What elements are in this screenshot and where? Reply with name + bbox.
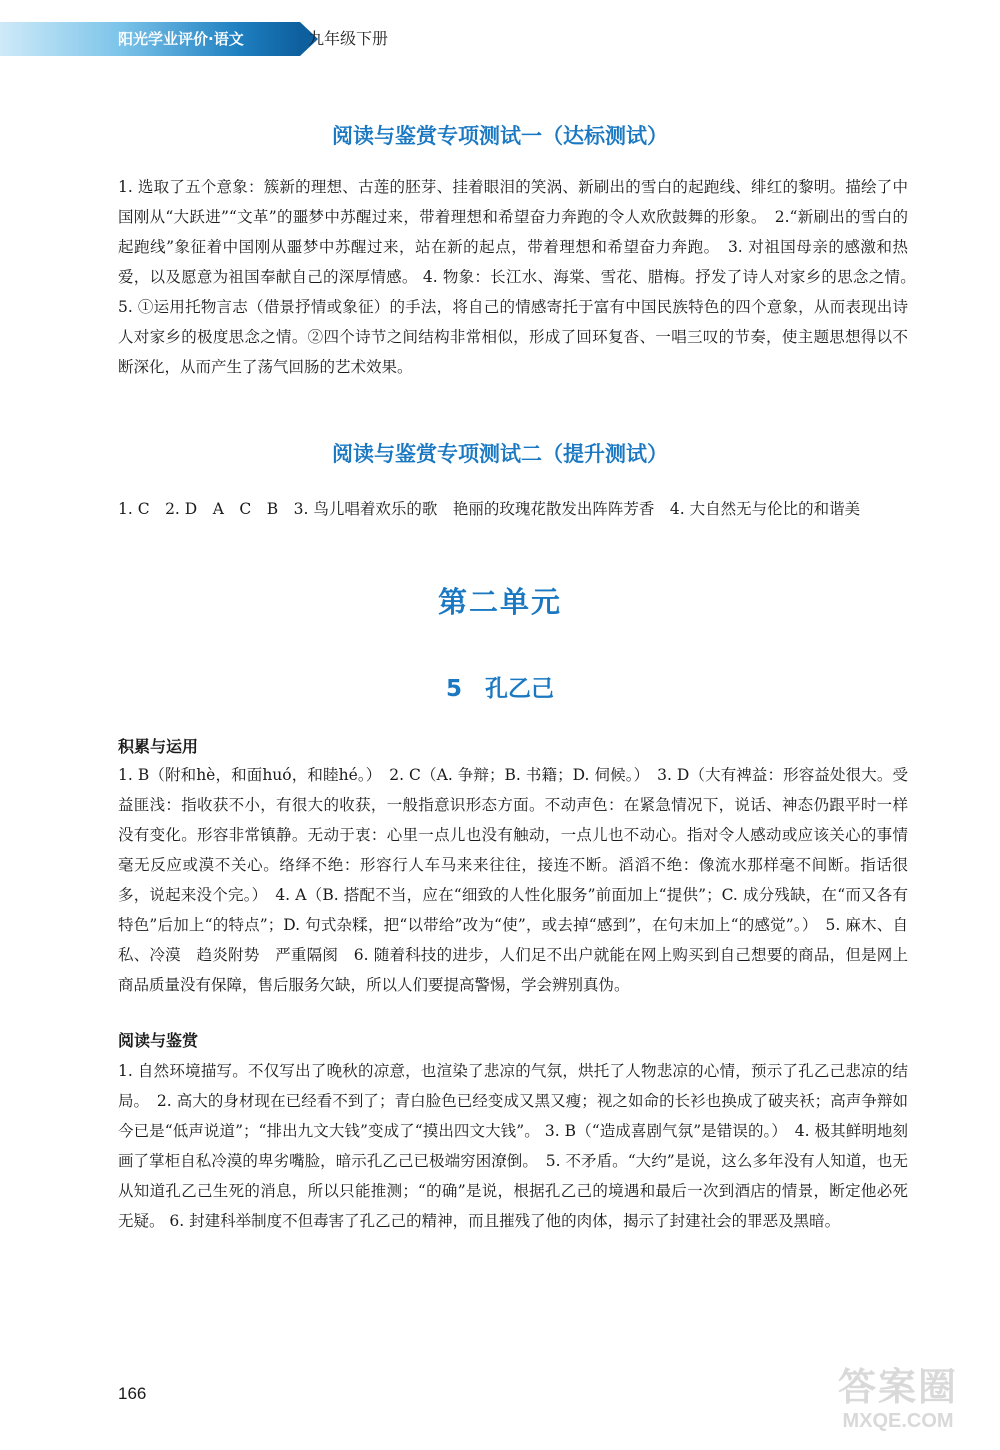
- section-title-test-two: 阅读与鉴赏专项测试二（提升测试）: [332, 442, 668, 466]
- watermark-url: MXQE.COM: [842, 1410, 954, 1432]
- subsection-heading-reading: 阅读与鉴赏: [118, 1031, 199, 1050]
- answer-paragraph-test-one: 1. 选取了五个意象：簇新的理想、古莲的胚芽、挂着眼泪的笑涡、新刷出的雪白的起跑线、绯红的黎明。描绘了中国刚从“大跃进”“文革”的噩梦中苏醒过来，带着理想和希望奋力奔跑的令人欢欣鼓舞的形象。 2.“新刷出的雪白的起跑线”象征着中国刚从噩梦中苏醒过来，站在新的起点，带着理想和希望奋力奔跑。 3. 对祖国母亲的感激和热爱，以及愿意为祖国奉献自己的深厚情感。 4. 物象：长江水、海棠、雪花、腊梅。抒发了诗人对家乡的思念之情。 5. ①运用托物言志（借景抒情或象征）的手法，将自己的情感寄托于富有中国民族特色的四个意象，从而表现出诗人对家乡的极度思念之情。②四个诗节之间结构非常相似，形成了回环复沓、一唱三叹的节奏，使主题思想得以不断深化，从而产生了荡气回肠的艺术效果。: [118, 178, 924, 376]
- answer-paragraph-test-two: 1. C 2. D A C B 3. 鸟儿唱着欢乐的歌 艳丽的玫瑰花散发出阵阵芳香 4. 大自然无与伦比的和谐美: [118, 500, 861, 518]
- answer-paragraph-reading: 1. 自然环境描写。不仅写出了晚秋的凉意，也渲染了悲凉的气氛，烘托了人物悲凉的心情，预示了孔乙己悲凉的结局。 2. 高大的身材现在已经看不到了；青白脸色已经变成又黑又瘦；视之如命的长衫也换成了破夹袄；高声争辩如今已是“低声说道”；“排出九文大钱”变成了“摸出四文大钱”。 3. B（“造成喜剧气氛”是错误的。） 4. 极其鲜明地刻画了掌柜自私冷漠的卑劣嘴脸，暗示孔乙己已极端穷困潦倒。 5. 不矛盾。“大约”是说，这么多年没有人知道，也无从知道孔乙己生死的消息，所以只能推测；“的确”是说，根据孔乙己的境遇和最后一次到酒店的情景，断定他必死无疑。 6. 封建科举制度不但毒害了孔乙己的精神，而且摧残了他的肉体，揭示了封建社会的罪恶及黑暗。: [118, 1062, 908, 1230]
- lesson-title: 5 孔乙己: [445, 676, 554, 702]
- section-title-test-one: 阅读与鉴赏专项测试一（达标测试）: [332, 124, 668, 148]
- answer-paragraph-accumulation: 1. B（附和hè，和面huó，和睦hé。） 2. C（A. 争辩；B. 书籍；D. 伺候。） 3. D（大有裨益：形容益处很大。受益匪浅：指收获不小，有很大的收获，一般指意识形态方面。不动声色：在紧急情况下，说话、神态仍跟平时一样没有变化。形容非常镇静。无动于衷：心里一点儿也没有触动，一点儿也不动心。指对令人感动或应该关心的事情毫无反应或漠不关心。络绎不绝：形容行人车马来来往往，接连不断。滔滔不绝：像流水那样毫不间断。指话很多，说起来没个完。） 4. A（B. 搭配不当，应在“细致的人性化服务”前面加上“提供”；C. 成分残缺，在“而又各有特色”后加上“的特点”；D. 句式杂糅，把“以带给”改为“使”，或去掉“感到”，在句末加上“的感觉”。） 5. 麻木、自私、冷漠 趋炎附势 严重隔阂 6. 随着科技的进步，人们足不出户就能在网上购买到自己想要的商品，但是网上商品质量没有保障，售后服务欠缺，所以人们要提高警惕，学会辨别真伪。: [118, 766, 908, 994]
- watermark-logo-text: 答案圈: [837, 1367, 958, 1409]
- page-number: 166: [118, 1384, 147, 1403]
- unit-title: 第二单元: [437, 585, 562, 619]
- watermark-logo: [818, 1366, 978, 1432]
- book-series-title: 阳光学业评价·语文: [118, 30, 244, 48]
- grade-label: 九年级下册: [308, 29, 389, 48]
- subsection-heading-accumulation: 积累与运用: [118, 737, 199, 756]
